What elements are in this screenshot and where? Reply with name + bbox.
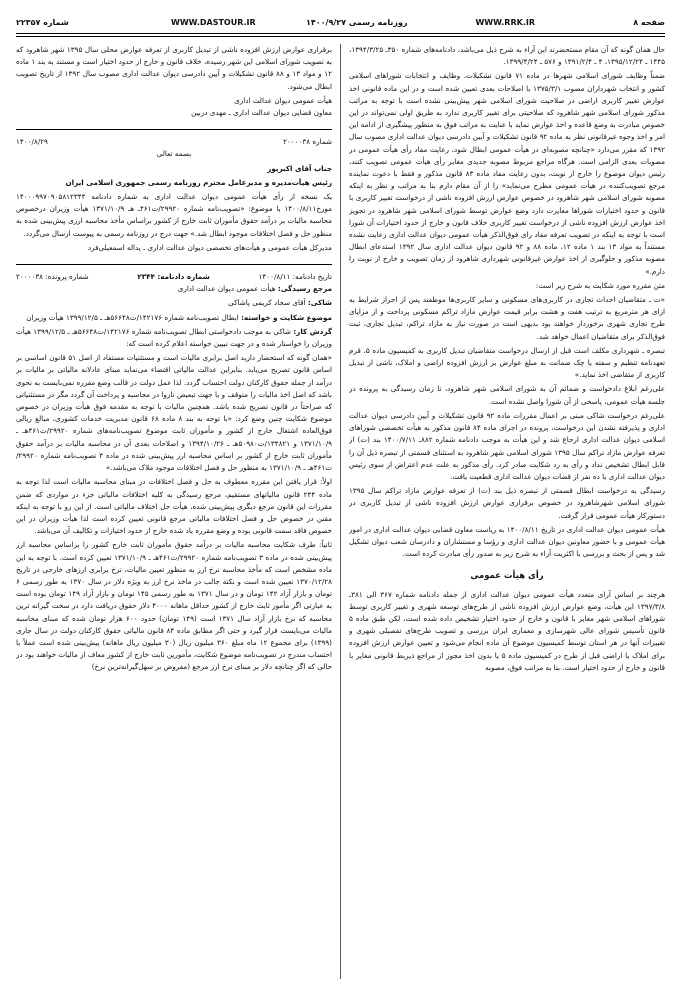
signature-line: هیأت عمومی دیوان عدالت اداری <box>234 95 332 105</box>
right-column <box>349 44 665 979</box>
letter-body: یک نسخه از رأی هیأت عمومی دیوان عدالت اداری به شماره دادنامه ۱۴۰۰۰۹۹۷۰۹۰۵۸۱۲۳۴۴ مورخ۱۴۰۰/۸/۱۱ با موضوع: «تصویب‌نامه شماره ۲۹۹۲۰/ت۴۶۱ـ هـ ۱۳۷۱/۱۰/۹ هیأت وزیران درخصوص محاسبه مالیات بر درآمد حقوق مأموران ثابت خارج از کشور براساس مأخذ محاسبه ارزی پیش‌بینی شده به منظور حل و فصل اختلافات موجود ابطال شد.» جهت درج در روزنامه رسمی به پیوست ارسال می‌گردد. <box>16 192 332 238</box>
reference-label: مرجع رسیدگی: <box>277 284 332 294</box>
plaintiff-label: شاکی: <box>307 298 332 308</box>
letter-date: ۱۴۰۰/۸/۲۹ <box>16 137 48 147</box>
letter-number: شماره ۲۰۰۰۰۳۸ <box>283 137 332 147</box>
page-number: صفحه ۸ <box>633 18 665 27</box>
paragraph: اولاً: قرار یافتن این مقرره معطوف به حل و فصل اختلافات در مبنای محاسبه مالیات است لذا توجه به ماده ۲۴۴ قانون مالیاتهای مستقیم، مرجع رسیدگی به کلیه اختلافات مالیاتی جزء در مواردی که ضمن مقررات این قانون مرجع دیگری پیش‌بینی شده، هیأت حل اختلاف مالیاتی است. از این رو با توجه به اینکه مقنن در خصوص حل و فصل اختلافات مالیاتی مرجع قانونی تعیین کرده است لذا هیأت وزیران در این خصوص فاقد سمت قانونی بوده و وضع مقرره یاد شده خارج از حدود اختیارات و تکالیف آن می‌باشد. <box>16 477 332 536</box>
plaintiff-line <box>16 297 332 309</box>
process-paragraph <box>16 326 332 350</box>
ruling-conclusion: برقراری عوارض ارزش افزوده ناشی از تبدیل کاربری از تعرفه عوارض محلی سال ۱۳۹۵ شهر شاهرود که به تصویب شورای اسلامی این شهر رسیده، خلاف قانون و خارج از حدود اختیار است و مستند به بند ۱ ماده ۱۲ و مواد ۱۳ و ۸۸ قانون تشکیلات و آیین دادرسی دیوان عدالت اداری مصوب سال ۱۳۹۲ از تاریخ تصویب ابطال می‌شود. <box>16 45 332 91</box>
paragraph: ثانیاً: طرف شکایت محاسبه مالیات بر درآمد حقوق مأموران ثابت خارج کشور را براساس محاسبه ارز پیش‌بینی شده در ماده ۳ تصویب‌نامه شماره ۲۹۹۲۰/ت۴۶۱هـ ـ ۱۳۷۱/۱۰/۹ تعیین کرده است. با توجه به این ماده مشخص است که مأخذ محاسبه نرخ ارز به منظور تعیین مالیات، نرخ برابری ارزهای خارجی در تاریخ ۱۳۷۰/۱۲/۲۸ تعیین شده است و نکته جالب در ماخذ نرخ ارز به ویژه دلار در سال ۱۳۷۰ به طور رسمی ۶ تومان و بازار آزاد ۱۴۲ تومان و در سال ۱۳۷۱ به طور رسمی ۱۴۵ تومان و بازار آزاد ۱۴۹ تومان بوده است به عبارتی اگر مأمور ثابت خارج از کشور حداقل ماهانه ۴۰۰۰ دلار حقوق دریافت دارد در سخت گیرانه ترین محاسبه که نرخ بازار آزاد سال ۱۳۷۱ است (۱۴۹ تومان) حدود ۶۰۰ هزار تومان شده که مبنای محاسبه مالیات می‌بایست قرار گیرد و حتی اگر مطابق ماده ۸۴ قانون مالیاتی حقوق کارکنان دولت در سال جاری (۱۳۹۹) برای مجموع ۱۲ ماه مبلغ ۳۶۰ میلیون ریال (۳۰ میلیون ریال ماهانه) پیش‌بینی شده است عملاً با احتساب مندرج در تصویب‌نامه موضوع شکایت، مأمورین ثابت خارج از کشور معاف از مالیات خواهند بود در حالی که اگر چنانچه دلار بر مبنای نرخ ارز مرجع (مفروض بر سهل‌گیرانه‌ترین نرخ) <box>16 540 332 672</box>
section-divider <box>16 129 332 130</box>
paragraph: علی‌رغم ابلاغ دادخواست و ضمائم آن به شورای اسلامی شهر شاهرود، تا زمان رسیدگی به پرونده در جلسه هیأت عمومی، پاسخی از آن شورا واصل نشده است. <box>349 384 665 406</box>
process-text: شاکی به موجب دادخواستی ابطال تصویب‌نامه شماره ۱۴۲۱۷۶/ت۵۶۶۴۸هـ ـ ۱۳۹۹/۱۲/۵ هیأت وزیران را خواستار شده و در جهت تبیین خواسته اعلام کرده است که: <box>16 326 332 349</box>
case-date: تاریخ دادنامه: ۱۴۰۰/۸/۱۱ <box>258 272 332 282</box>
signature-line: معاون قضایی دیوان عدالت اداری ـ مهدی دربین <box>191 108 332 118</box>
site-link-rrk[interactable]: WWW.RRK.IR <box>475 18 535 27</box>
case-meta <box>16 271 332 283</box>
basmala: بسمه تعالی <box>156 149 192 159</box>
paragraph: متن مقرره مورد شکایت به شرح زیر است: <box>535 280 665 290</box>
issue-number: شماره ۲۲۳۵۷ <box>16 18 69 27</box>
left-column <box>16 44 332 979</box>
gazette-date: روزنامه رسمی ۱۴۰۰/۹/۲۷ <box>306 18 408 27</box>
process-label: گردش کار: <box>293 326 332 336</box>
paragraph: علی‌رغم درخواست شاکی مبنی بر اعمال مقررات ماده ۹۲ قانون تشکیلات و آیین دادرسی دیوان عدالت اداری و پذیرفته نشدن این درخواست، پرونده در اجرای ماده ۸۴ قانون مذکور به هیأت تخصصی شوراهای اسلامی دیوان عدالت اداری ارجاع شد و این هیأت به موجب دادنامه شماره ۸۸۲ـ ۱۴۰۰/۷/۱۱ بند (ت) از تعرفه عوارض مازاد تراکم سال ۱۳۹۵ شورای اسلامی شهر شاهرود به استثنای قسمتی از تبصره ذیل آن را قابل ابطال تشخیص نداد و رأی به رد شکایت صادر کرد. رأی مذکور به علت عدم اعتراض از سوی رئیس دیوان عدالت اداری یا ده نفر از قضات دیوان عدالت اداری قطعیت یافت. <box>349 410 665 481</box>
paragraph: ضمناً وظایف شورای اسلامی شهرها در ماده ۷۱ قانون تشکیلات، وظایف و انتخابات شوراهای اسلامی کشور و انتخاب شهرداران مصوب ۱۳۷۵/۳/۱ با اصلاحات بعدی تعیین شده است و در این ماده قانونی اخذ عوارض تغییر کاربری اراضی در صلاحیت شورای اسلامی شهر پیش‌بینی نشده است با توجه به مراتب مذکور شورای اسلامی شهر شاهرود که صلاحیتی برای تغییر کاربری ندارد به طریق اولی نمی‌تواند در این خصوص مبادرت به وضع قاعده و اخذ عوارض نماید با عنایت به مراتب فوق به منظور پیشگیری از ادامه این امر و اخذ وجوه غیرقانونی نظر به ماده ۹۲ قانون تشکیلات و آیین دادرسی دیوان عدالت اداری مصوب سال ۱۳۹۲ که مقرر می‌دارد «چنانچه مصوبه‌ای در هیأت عمومی ابطال شود، رعایت مفاد رأی هیأت عمومی در مصوبات بعدی الزامی است. هرگاه مراجع مربوط مصوبه جدیدی مغایر رأی هیأت عمومی تصویب کنند، رئیس دیوان موضوع را خارج از نوبت، بدون رعایت مفاد ماده ۸۳ قانون مذکور و فقط با دعوت نماینده مرجع تصویب‌کننده در هیأت عمومی مطرح می‌نماید» را از آن مقام دارم بنا به مراتب و نظر به اینکه مصوبه شورای اسلامی شهر شاهرود در خصوص عوارض ارزش افزوده ناشی از درخواست تغییر کاربری با قانون و حدود اختیارات شوراها مغایرت دارد وضع عوارض توسط شورای اسلامی شهر شاهرود در تجویز اخذ عوارض ارزش افزوده ناشی از درخواست تغییر کاربری خلاف قانون و خارج از حدود اختیارات آن شورا است با توجه به اینکه در تصویب تعرفه مفاد رای فوق‌الذکر هیأت عمومی دیوان عدالت اداری رعایت نشده مستنداً به مواد ۱۳ بند ۱ ماده ۱۲، ماده ۸۸ و ۹۲ قانون دیوان عدالت اداری سال ۱۳۹۲ استدعای ابطال مصوبه مذکور و جلوگیری از اخذ عوارض غیرقانونی شهرداری شاهرود از زمان تصویب و خارج از نوبت را دارم.» <box>349 71 665 276</box>
paragraph: تبصره ـ شهرداری مکلف است قبل از ارسال درخواست متقاضیان تبدیل کاربری به کمیسیون ماده ۵، قرم تعهدنامه تنظیم و سفته یا چک ضمانت به مبلغ عوارض بر ارزش افزوده اراضی و املاک، ناشی از تبدیل کاربری از متقاضی اخذ نماید.» <box>349 345 665 380</box>
subject-label: موضوع شکایت و خواسته: <box>241 312 332 322</box>
section-divider <box>16 264 332 265</box>
paragraph: «ت ـ متقاضیان احداث تجاری در کاربری‌های مسکونی و سایر کاربری‌ها موظفند پس از احراز شرایط به ازای هر مترمربع به ترتیب هفت و هشت برابر قیمت عوارض مازاد تراکم مسکونی پرداخت و از مزایای طرح تجاری شهری برخوردار خواهند بود بدیهی است در صورت نیاز به مازاد تراکم، تبدیل تجاری، ثبت فوق‌الذکر برای متقاضیان اعمال خواهد شد. <box>349 295 665 341</box>
column-divider <box>340 44 341 979</box>
header-rule <box>16 33 665 34</box>
addressee-name: جناب آقای اکبرپور <box>267 163 332 173</box>
page-header <box>16 18 665 32</box>
paragraph: حال همان گونه که آن مقام مستحضرند این آراء به شرح ذیل می‌باشد، دادنامه‌های شماره ۳۵۰ـ ۱۳۹۴/۳/۲۵، ۱۴۴۵ ـ ۱۳۹۵/۱۲/۲۴، ۴ ـ ۱۳۹۱/۲/۴ و ۵۷۶ ـ ۱۳۹۹/۴/۲۴. <box>349 45 665 67</box>
section-title: رأی هیأت عمومی <box>470 571 544 582</box>
addressee-title: رئیس هیأت‌مدیره و مدیرعامل محترم روزنامه رسمی جمهوری اسلامی ایران <box>65 177 332 187</box>
case-number: شماره دادنامه: ۲۳۴۴ <box>137 272 210 282</box>
reference-value: هیأت عمومی دیوان عدالت اداری <box>177 284 276 294</box>
letter-signature: مدیرکل هیأت عمومی و هیأت‌های تخصصی دیوان عدالت اداری ـ یداله اسمعیلی‌فرد <box>87 242 332 252</box>
paragraph: «همان گونه که استحضار دارید اصل برابری مالیات است و مستثنیات مستفاد از اصل ۵۱ قانون اساسی بر اساس قانون تصریح می‌یابد. بنابراین عدالت مالیاتی اقتضاء می‌نماید مبنای عادلانه مالیاتی بر مالیات بر درآمد از جمله حقوق کارکنان دولت احتساب گردد. لذا عمل دولت در قالب وضع مقرره نمی‌بایست به نحوی باشد که اصل اخذ مالیات را متوقف و یا جهت تبعیض ناروا در محاسبه و پرداخت آن گردد مگر در مستثنیاتی که صراحتاً در قانون تصریح شده باشد. همچنین مالیات با توجه به مقدمه فوق هیأت وزیران در خصوص موضوع شکایت چنین وضع کرد: «با توجه به بند ۸ ماده ۶۸ قانون مدیریت خدمات کشوری، مبالغ ریالی فوق‌العاده اشتغال خارج از کشور و مأموران ثابت موضوع تصویب‌نامه‌های شماره ۲۹۹۲۰/ت۴۶۱هـ ـ ۱۳۷۱/۱۰/۹ و ۱۳۴۸۲۱/ت۵۰۹۸۰هـ ـ ۱۳۹۴/۱۰/۲۶ و اصلاحات بعدی آن در محاسبه مالیات بر درآمد حقوق مأموران ثابت خارج از کشور بر اساس محاسبه ارز پیش‌بینی شده در ماده ۳ تصویب‌نامه شماره ۲۹۹۲۰/ت۴۶۱هـ ـ ۱۳۷۱/۱۰/۹ به منظور حل و فصل اختلافات موجود ملاک می‌باشد.» <box>16 353 332 473</box>
letter-meta <box>16 136 332 148</box>
site-link-dastour[interactable]: WWW.DASTOUR.IR <box>171 18 256 27</box>
file-number: شماره پرونده: ۲۰۰۰۰۳۸ <box>16 272 89 282</box>
paragraph: هیأت عمومی دیوان عدالت اداری در تاریخ ۱۴۰۰/۸/۱۱ به ریاست معاون قضایی دیوان عدالت اداری در امور هیأت عمومی و با حضور معاونین دیوان عدالت اداری و رؤسا و مستشاران و دادرسان شعب دیوان تشکیل شد و پس از بحث و بررسی با اکثریت آراء به شرح زیر به صدور رأی مبادرت کرده است. <box>349 524 665 559</box>
reference-line <box>16 283 332 295</box>
plaintiff-value: آقای سجاد کریمی پاشاکی <box>228 298 306 308</box>
subject-value: ابطال تصویب‌نامه شماره ۱۴۲۱۷۶/ت۵۶۶۴۸هـ ـ ۱۳۹۹/۱۲/۵ هیأت وزیران <box>26 312 239 322</box>
header-rule-thin <box>16 36 665 37</box>
vote-text: هرچند بر اساس آرای متعدد هیأت عمومی دیوان عدالت اداری از جمله دادنامه شماره ۳۶۷ الی ۳۸۱ـ ۱۳۹۷/۳/۸ این هیأت، وضع عوارض ارزش افزوده ناشی از طرح‌های توسعه شهری و تغییر کاربری توسط شوراهای اسلامی شهر مغایر با قانون و خارج از حدود اختیار تشخیص داده شده است، لکن طبق ماده ۵ قانون تأسیس شورای عالی شهرسازی و معماری ایران بررسی و تصویب طرح‌های تفصیلی شهری و تغییرات آنها در هر استان توسط کمیسیون موضوع آن ماده انجام می‌شود و تعیین عوارض ارزش افزوده برای املاک یا اراضی قبل از طرح در کمیسیون ماده ۵ یا بدون اخذ مجوز از مراجع ذیربط قانونی مغایر با قانون و خارج از حدود اختیار است. بنا به مراتب فوق، مصوبه <box>349 589 665 672</box>
subject-line <box>16 312 332 324</box>
paragraph: رسیدگی به درخواست ابطال قسمتی از تبصره ذیل بند (ت) از تعرفه عوارض مازاد تراکم سال ۱۳۹۵ شورای اسلامی شهرشاهرود در خصوص برقراری عوارض ارزش افزوده ناشی از تبدیل کاربری در دستورکار هیأت عمومی قرار گرفت. <box>349 486 665 520</box>
